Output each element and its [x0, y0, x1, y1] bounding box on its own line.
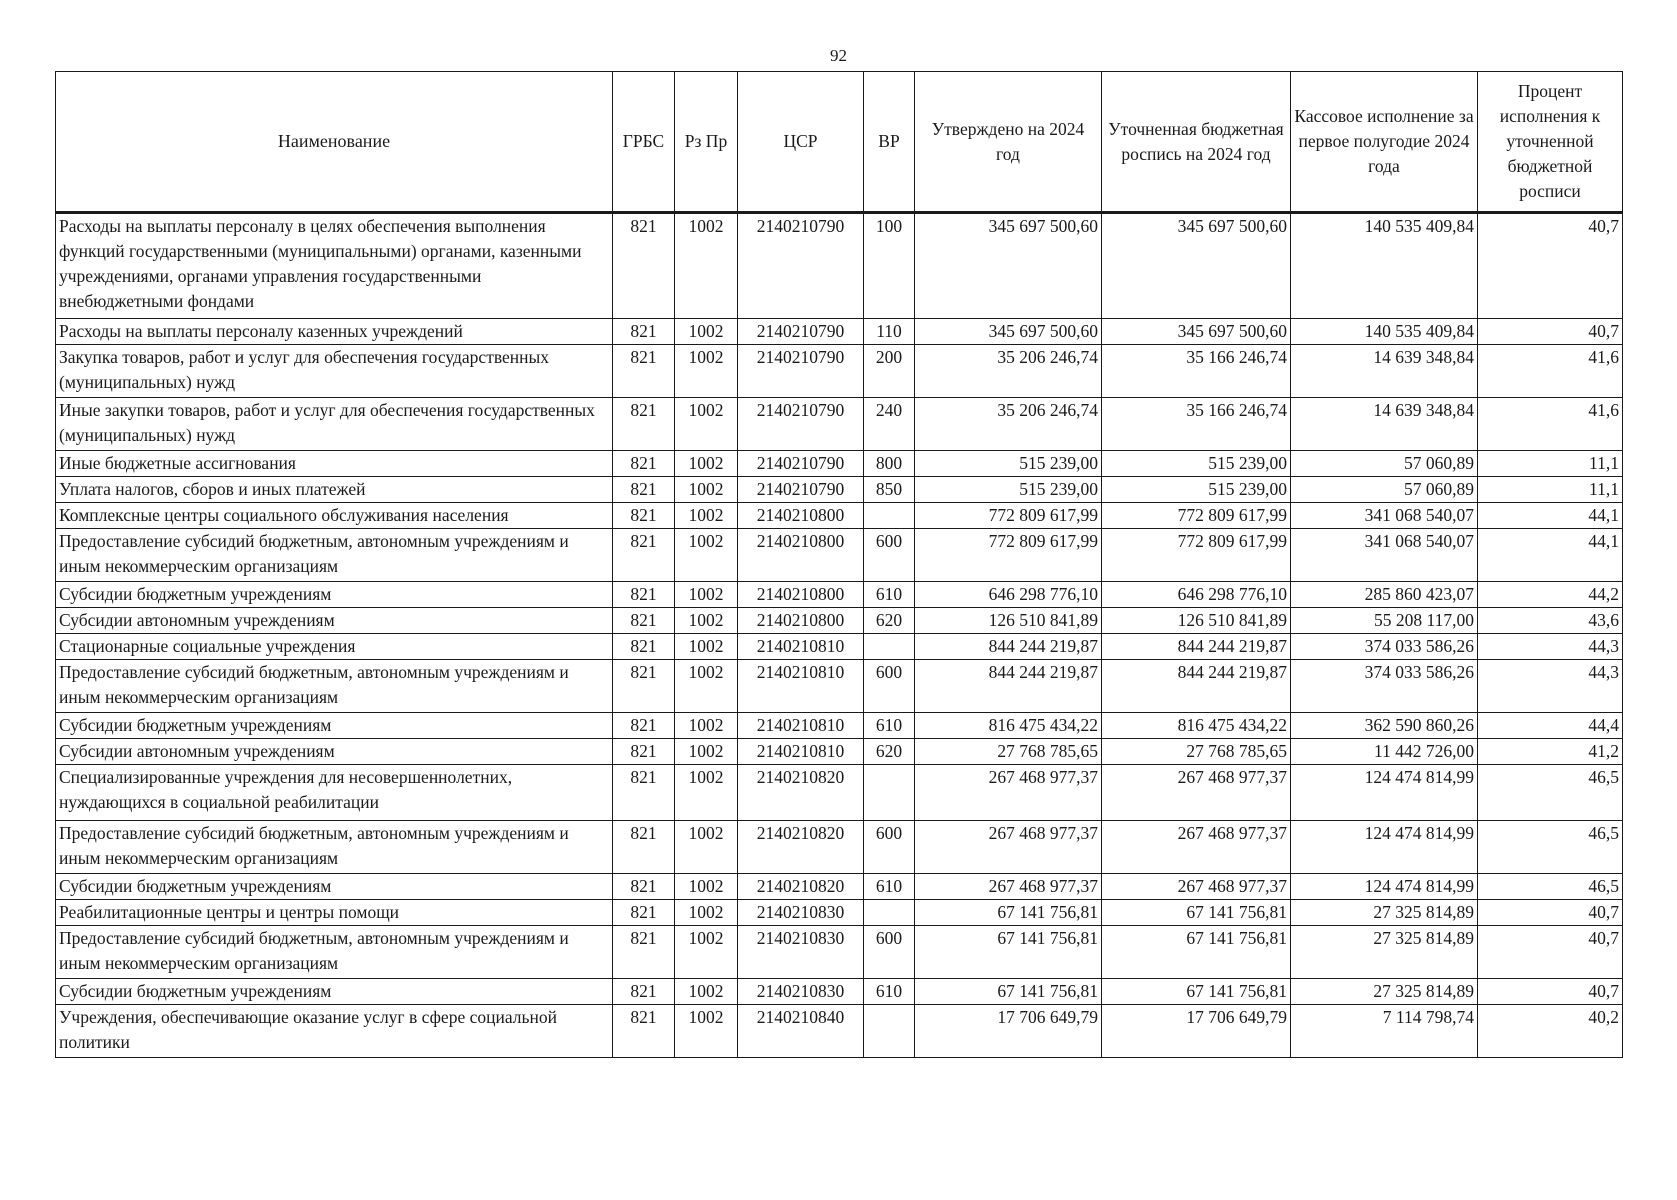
- cell-vr: 110: [864, 319, 915, 345]
- header-csr: ЦСР: [738, 72, 864, 213]
- cell-vr: 800: [864, 451, 915, 477]
- cell-cash: 27 325 814,89: [1291, 900, 1478, 926]
- cell-name: Субсидии автономным учреждениям: [56, 608, 613, 634]
- cell-refined: 515 239,00: [1102, 477, 1291, 503]
- cell-rzpr: 1002: [675, 608, 738, 634]
- table-row: [56, 582, 1623, 608]
- cell-refined: 267 468 977,37: [1102, 874, 1291, 900]
- cell-rzpr: 1002: [675, 477, 738, 503]
- cell-grbs: 821: [613, 319, 675, 345]
- table-row: [56, 739, 1623, 765]
- cell-cash: 124 474 814,99: [1291, 874, 1478, 900]
- cell-csr: 2140210830: [738, 926, 864, 979]
- cell-name: Стационарные социальные учреждения: [56, 634, 613, 660]
- cell-approved: 772 809 617,99: [915, 529, 1102, 582]
- cell-rzpr: 1002: [675, 213, 738, 319]
- cell-grbs: 821: [613, 821, 675, 874]
- cell-refined: 67 141 756,81: [1102, 926, 1291, 979]
- table-row: [56, 660, 1623, 713]
- cell-rzpr: 1002: [675, 582, 738, 608]
- cell-cash: 124 474 814,99: [1291, 765, 1478, 821]
- cell-refined: 345 697 500,60: [1102, 213, 1291, 319]
- cell-csr: 2140210840: [738, 1005, 864, 1058]
- cell-percent: 44,1: [1478, 529, 1623, 582]
- cell-name: Субсидии бюджетным учреждениям: [56, 874, 613, 900]
- cell-approved: 35 206 246,74: [915, 345, 1102, 398]
- cell-approved: 126 510 841,89: [915, 608, 1102, 634]
- cell-name: Расходы на выплаты персоналу в целях обеспечения выполнения функций государственными (муниципальными) органами, казенными учреждениями, органами управления государственными внебюджетными фондами: [56, 213, 613, 319]
- cell-percent: 40,7: [1478, 319, 1623, 345]
- cell-percent: 46,5: [1478, 821, 1623, 874]
- cell-vr: [864, 503, 915, 529]
- cell-rzpr: 1002: [675, 713, 738, 739]
- cell-rzpr: 1002: [675, 1005, 738, 1058]
- cell-name: Расходы на выплаты персоналу казенных учреждений: [56, 319, 613, 345]
- cell-name: Субсидии бюджетным учреждениям: [56, 713, 613, 739]
- table-row: [56, 1005, 1623, 1058]
- cell-vr: 610: [864, 582, 915, 608]
- cell-grbs: 821: [613, 213, 675, 319]
- cell-name: Предоставление субсидий бюджетным, автономным учреждениям и иным некоммерческим организациям: [56, 660, 613, 713]
- cell-refined: 345 697 500,60: [1102, 319, 1291, 345]
- table-row: [56, 900, 1623, 926]
- cell-csr: 2140210830: [738, 900, 864, 926]
- cell-grbs: 821: [613, 503, 675, 529]
- cell-rzpr: 1002: [675, 660, 738, 713]
- cell-rzpr: 1002: [675, 451, 738, 477]
- cell-csr: 2140210810: [738, 739, 864, 765]
- header-rzpr: Рз Пр: [675, 72, 738, 213]
- cell-rzpr: 1002: [675, 634, 738, 660]
- cell-refined: 27 768 785,65: [1102, 739, 1291, 765]
- cell-grbs: 821: [613, 660, 675, 713]
- cell-grbs: 821: [613, 529, 675, 582]
- cell-cash: 55 208 117,00: [1291, 608, 1478, 634]
- cell-refined: 646 298 776,10: [1102, 582, 1291, 608]
- cell-percent: 44,4: [1478, 713, 1623, 739]
- cell-approved: 17 706 649,79: [915, 1005, 1102, 1058]
- cell-name: Иные бюджетные ассигнования: [56, 451, 613, 477]
- cell-approved: 345 697 500,60: [915, 213, 1102, 319]
- cell-grbs: 821: [613, 345, 675, 398]
- cell-csr: 2140210800: [738, 608, 864, 634]
- cell-approved: 844 244 219,87: [915, 660, 1102, 713]
- cell-vr: 850: [864, 477, 915, 503]
- page-number: 92: [830, 46, 847, 65]
- cell-percent: 11,1: [1478, 451, 1623, 477]
- cell-cash: 14 639 348,84: [1291, 398, 1478, 451]
- cell-rzpr: 1002: [675, 821, 738, 874]
- cell-vr: 600: [864, 926, 915, 979]
- cell-vr: 240: [864, 398, 915, 451]
- cell-grbs: 821: [613, 608, 675, 634]
- cell-percent: 46,5: [1478, 765, 1623, 821]
- cell-refined: 844 244 219,87: [1102, 634, 1291, 660]
- budget-table: [55, 71, 1623, 1058]
- cell-vr: 600: [864, 821, 915, 874]
- cell-rzpr: 1002: [675, 739, 738, 765]
- cell-percent: 44,3: [1478, 634, 1623, 660]
- header-approved: Утверждено на 2024 год: [915, 72, 1102, 213]
- cell-csr: 2140210830: [738, 979, 864, 1005]
- cell-percent: 41,6: [1478, 345, 1623, 398]
- table-row: [56, 874, 1623, 900]
- cell-approved: 772 809 617,99: [915, 503, 1102, 529]
- cell-vr: 600: [864, 660, 915, 713]
- cell-cash: 341 068 540,07: [1291, 529, 1478, 582]
- cell-vr: [864, 765, 915, 821]
- cell-name: Предоставление субсидий бюджетным, автономным учреждениям и иным некоммерческим организациям: [56, 821, 613, 874]
- cell-grbs: 821: [613, 582, 675, 608]
- table-row: [56, 398, 1623, 451]
- cell-percent: 44,3: [1478, 660, 1623, 713]
- cell-refined: 515 239,00: [1102, 451, 1291, 477]
- cell-csr: 2140210810: [738, 660, 864, 713]
- cell-cash: 11 442 726,00: [1291, 739, 1478, 765]
- header-refined: Уточненная бюджетная роспись на 2024 год: [1102, 72, 1291, 213]
- cell-refined: 772 809 617,99: [1102, 529, 1291, 582]
- cell-approved: 67 141 756,81: [915, 926, 1102, 979]
- cell-percent: 46,5: [1478, 874, 1623, 900]
- cell-refined: 17 706 649,79: [1102, 1005, 1291, 1058]
- cell-vr: 620: [864, 608, 915, 634]
- cell-grbs: 821: [613, 713, 675, 739]
- table-row: [56, 821, 1623, 874]
- cell-percent: 40,7: [1478, 979, 1623, 1005]
- cell-refined: 267 468 977,37: [1102, 765, 1291, 821]
- cell-refined: 844 244 219,87: [1102, 660, 1291, 713]
- cell-vr: 100: [864, 213, 915, 319]
- cell-approved: 67 141 756,81: [915, 900, 1102, 926]
- cell-grbs: 821: [613, 874, 675, 900]
- cell-grbs: 821: [613, 900, 675, 926]
- cell-name: Предоставление субсидий бюджетным, автономным учреждениям и иным некоммерческим организациям: [56, 529, 613, 582]
- cell-grbs: 821: [613, 1005, 675, 1058]
- cell-csr: 2140210820: [738, 874, 864, 900]
- cell-cash: 7 114 798,74: [1291, 1005, 1478, 1058]
- cell-cash: 27 325 814,89: [1291, 926, 1478, 979]
- cell-name: Закупка товаров, работ и услуг для обеспечения государственных (муниципальных) нужд: [56, 345, 613, 398]
- header-cash: Кассовое исполнение за первое полугодие 2024 года: [1291, 72, 1478, 213]
- table-row: [56, 451, 1623, 477]
- cell-percent: 44,1: [1478, 503, 1623, 529]
- cell-name: Предоставление субсидий бюджетным, автономным учреждениям и иным некоммерческим организациям: [56, 926, 613, 979]
- cell-grbs: 821: [613, 451, 675, 477]
- cell-rzpr: 1002: [675, 503, 738, 529]
- cell-percent: 43,6: [1478, 608, 1623, 634]
- table-row: [56, 529, 1623, 582]
- table-row: [56, 979, 1623, 1005]
- cell-approved: 27 768 785,65: [915, 739, 1102, 765]
- cell-rzpr: 1002: [675, 926, 738, 979]
- cell-rzpr: 1002: [675, 319, 738, 345]
- cell-vr: [864, 634, 915, 660]
- cell-name: Уплата налогов, сборов и иных платежей: [56, 477, 613, 503]
- cell-csr: 2140210820: [738, 821, 864, 874]
- cell-rzpr: 1002: [675, 874, 738, 900]
- cell-cash: 57 060,89: [1291, 477, 1478, 503]
- cell-grbs: 821: [613, 765, 675, 821]
- cell-csr: 2140210790: [738, 213, 864, 319]
- cell-refined: 35 166 246,74: [1102, 398, 1291, 451]
- table-row: [56, 926, 1623, 979]
- cell-vr: [864, 1005, 915, 1058]
- cell-approved: 646 298 776,10: [915, 582, 1102, 608]
- header-vr: ВР: [864, 72, 915, 213]
- cell-csr: 2140210810: [738, 713, 864, 739]
- cell-csr: 2140210790: [738, 319, 864, 345]
- cell-name: Реабилитационные центры и центры помощи: [56, 900, 613, 926]
- cell-csr: 2140210790: [738, 398, 864, 451]
- cell-rzpr: 1002: [675, 979, 738, 1005]
- cell-name: Субсидии бюджетным учреждениям: [56, 979, 613, 1005]
- cell-csr: 2140210790: [738, 345, 864, 398]
- cell-cash: 14 639 348,84: [1291, 345, 1478, 398]
- cell-percent: 40,2: [1478, 1005, 1623, 1058]
- cell-name: Специализированные учреждения для несовершеннолетних, нуждающихся в социальной реабилитации: [56, 765, 613, 821]
- cell-refined: 67 141 756,81: [1102, 900, 1291, 926]
- cell-refined: 816 475 434,22: [1102, 713, 1291, 739]
- cell-cash: 124 474 814,99: [1291, 821, 1478, 874]
- table-row: [56, 319, 1623, 345]
- cell-cash: 362 590 860,26: [1291, 713, 1478, 739]
- cell-vr: 610: [864, 979, 915, 1005]
- cell-percent: 40,7: [1478, 926, 1623, 979]
- cell-vr: [864, 900, 915, 926]
- cell-rzpr: 1002: [675, 529, 738, 582]
- cell-refined: 126 510 841,89: [1102, 608, 1291, 634]
- cell-refined: 772 809 617,99: [1102, 503, 1291, 529]
- cell-percent: 41,2: [1478, 739, 1623, 765]
- cell-grbs: 821: [613, 398, 675, 451]
- cell-percent: 40,7: [1478, 900, 1623, 926]
- cell-cash: 374 033 586,26: [1291, 634, 1478, 660]
- cell-percent: 40,7: [1478, 213, 1623, 319]
- cell-csr: 2140210800: [738, 582, 864, 608]
- cell-csr: 2140210820: [738, 765, 864, 821]
- cell-grbs: 821: [613, 979, 675, 1005]
- header-percent: Процент исполнения к уточненной бюджетной росписи: [1478, 72, 1623, 213]
- cell-cash: 341 068 540,07: [1291, 503, 1478, 529]
- cell-csr: 2140210800: [738, 503, 864, 529]
- table-row: [56, 213, 1623, 319]
- cell-percent: 44,2: [1478, 582, 1623, 608]
- cell-approved: 515 239,00: [915, 477, 1102, 503]
- cell-cash: 285 860 423,07: [1291, 582, 1478, 608]
- cell-approved: 267 468 977,37: [915, 874, 1102, 900]
- cell-csr: 2140210790: [738, 477, 864, 503]
- cell-approved: 35 206 246,74: [915, 398, 1102, 451]
- header-name: Наименование: [56, 72, 613, 213]
- cell-refined: 67 141 756,81: [1102, 979, 1291, 1005]
- cell-name: Субсидии бюджетным учреждениям: [56, 582, 613, 608]
- cell-percent: 11,1: [1478, 477, 1623, 503]
- cell-refined: 35 166 246,74: [1102, 345, 1291, 398]
- cell-name: Комплексные центры социального обслуживания населения: [56, 503, 613, 529]
- cell-percent: 41,6: [1478, 398, 1623, 451]
- cell-rzpr: 1002: [675, 765, 738, 821]
- cell-cash: 140 535 409,84: [1291, 213, 1478, 319]
- cell-approved: 267 468 977,37: [915, 821, 1102, 874]
- cell-cash: 374 033 586,26: [1291, 660, 1478, 713]
- cell-rzpr: 1002: [675, 345, 738, 398]
- cell-grbs: 821: [613, 634, 675, 660]
- table-row: [56, 503, 1623, 529]
- cell-approved: 67 141 756,81: [915, 979, 1102, 1005]
- table-body: [56, 213, 1623, 1058]
- cell-approved: 844 244 219,87: [915, 634, 1102, 660]
- cell-csr: 2140210790: [738, 451, 864, 477]
- cell-name: Субсидии автономным учреждениям: [56, 739, 613, 765]
- cell-grbs: 821: [613, 739, 675, 765]
- table-row: [56, 765, 1623, 821]
- cell-refined: 267 468 977,37: [1102, 821, 1291, 874]
- table-row: [56, 345, 1623, 398]
- table-row: [56, 608, 1623, 634]
- cell-cash: 57 060,89: [1291, 451, 1478, 477]
- cell-vr: 610: [864, 874, 915, 900]
- cell-csr: 2140210800: [738, 529, 864, 582]
- cell-vr: 610: [864, 713, 915, 739]
- table-header: [56, 72, 1623, 213]
- table-row: [56, 713, 1623, 739]
- cell-grbs: 821: [613, 477, 675, 503]
- cell-approved: 515 239,00: [915, 451, 1102, 477]
- cell-rzpr: 1002: [675, 398, 738, 451]
- cell-cash: 140 535 409,84: [1291, 319, 1478, 345]
- cell-csr: 2140210810: [738, 634, 864, 660]
- table-row: [56, 477, 1623, 503]
- cell-approved: 345 697 500,60: [915, 319, 1102, 345]
- cell-approved: 267 468 977,37: [915, 765, 1102, 821]
- cell-grbs: 821: [613, 926, 675, 979]
- cell-name: Иные закупки товаров, работ и услуг для обеспечения государственных (муниципальных) нужд: [56, 398, 613, 451]
- cell-vr: 600: [864, 529, 915, 582]
- header-grbs: ГРБС: [613, 72, 675, 213]
- cell-rzpr: 1002: [675, 900, 738, 926]
- table-row: [56, 634, 1623, 660]
- cell-name: Учреждения, обеспечивающие оказание услуг в сфере социальной политики: [56, 1005, 613, 1058]
- cell-approved: 816 475 434,22: [915, 713, 1102, 739]
- cell-cash: 27 325 814,89: [1291, 979, 1478, 1005]
- cell-vr: 200: [864, 345, 915, 398]
- cell-vr: 620: [864, 739, 915, 765]
